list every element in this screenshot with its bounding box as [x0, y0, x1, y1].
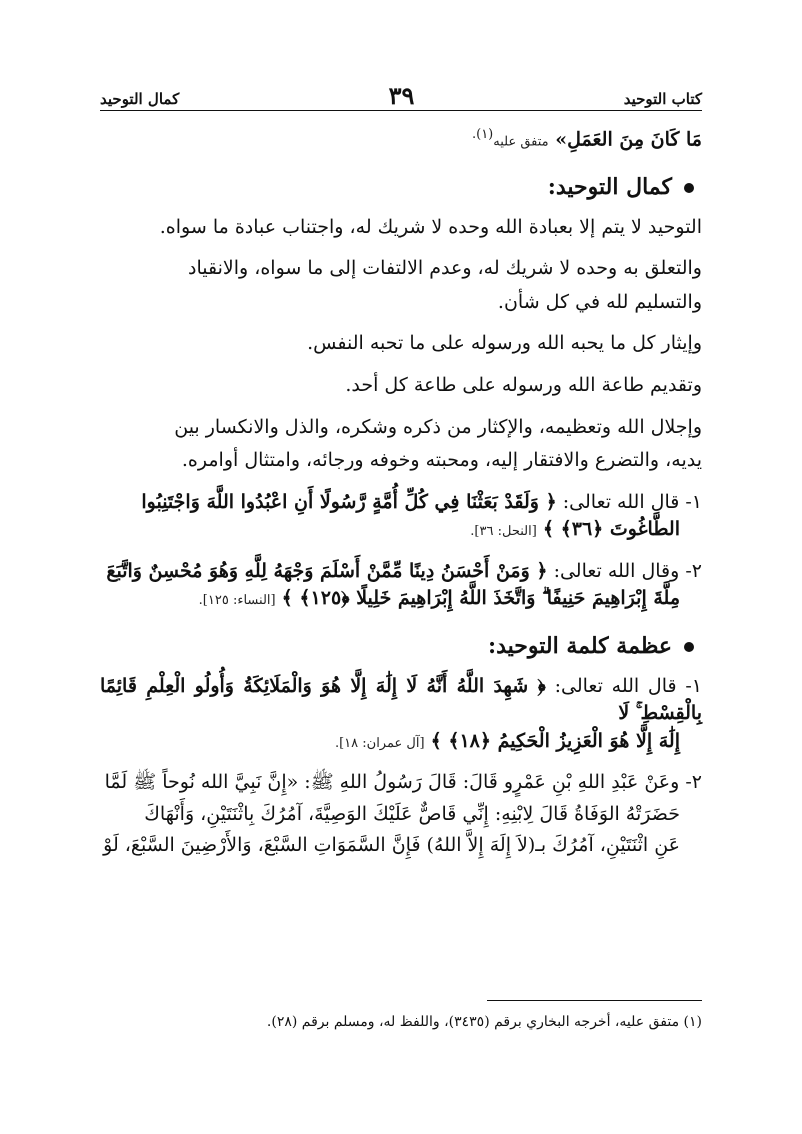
quran-verse: إِلَٰهَ إِلَّا هُوَ الْعَزِيزُ الْحَكِيمُ ﴿١٨﴾ ﴾	[430, 729, 680, 752]
quran-verse: ﴿ وَلَقَدْ بَعَثْنَا فِي كُلِّ أُمَّةٍ رَّسُولًا أَنِ اعْبُدُوا اللَّهَ وَاجْتَنِبُوا	[141, 490, 557, 513]
hadith-line: عَنِ اثْنَتَيْنِ، آمُرُكَ بـ(لاَ إِلَهَ إِلاَّ اللهُ) فَإِنَّ السَّمَوَاتِ السَّبْعَ، وَالأَرْضِينَ السَّبْعَ، لَوْ	[103, 834, 680, 857]
quran-verse: مِلَّةَ إِبْرَاهِيمَ حَنِيفًا ۗ وَاتَّخَذَ اللَّهُ إِبْرَاهِيمَ خَلِيلًا ﴿١٢٥﴾ ﴾	[281, 587, 680, 610]
bullet-icon	[684, 642, 694, 652]
page-body	[100, 120, 702, 860]
footnote-divider	[487, 1000, 702, 1001]
paragraph: وإجلال الله وتعظيمه، والإكثار من ذكره وشكره، والذل والانكسار بين	[174, 415, 702, 438]
page-header	[100, 78, 702, 111]
hadith-line: ٢- وعَنْ عَبْدِ اللهِ بْنِ عَمْرٍو قَالَ: قَالَ رَسُولُ اللهِ ﷺ: «إِنَّ نَبِيَّ الله نُوحاً ﷺ لَمَّا	[104, 771, 702, 794]
footnote: (١) متفق عليه، أخرجه البخاري برقم (٣٤٣٥)، واللفظ له، ومسلم برقم (٢٨).	[266, 1014, 702, 1030]
page-number: ٣٩	[388, 81, 415, 110]
verse-reference: [النحل: ٣٦].	[470, 524, 537, 540]
quran-verse: الطَّاغُوتَ ﴿٣٦﴾ ﴾	[542, 518, 680, 541]
section-heading-text: عظمة كلمة التوحيد:	[487, 632, 672, 659]
section-heading-perfection	[100, 172, 694, 204]
list-item	[100, 489, 702, 544]
verse-reference: [آل عمران: ١٨].	[334, 735, 425, 751]
paragraph: وتقديم طاعة الله ورسوله على طاعة كل أحد.	[345, 373, 702, 396]
intro-line	[100, 126, 702, 154]
intro-quote: مَا كَانَ مِنَ العَمَلِ»	[555, 128, 702, 151]
hadith-line: حَضَرَتْهُ الوَفَاةُ قَالَ لِابْنِهِ: إِنِّي قَاصٌّ عَلَيْكَ الوَصِيَّةَ، آمُرُكَ بِاثْنَتَيْنِ، وَأَنْهَاكَ	[144, 802, 680, 825]
section-heading-greatness	[100, 631, 694, 663]
book-title: كتاب التوحيد	[623, 90, 702, 108]
chapter-title: كمال التوحيد	[100, 90, 180, 108]
item-prefix: ٢- وقال الله تعالى:	[553, 559, 702, 582]
bullet-icon	[684, 183, 694, 193]
quran-verse: ﴿ شَهِدَ اللَّهُ أَنَّهُ لَا إِلَٰهَ إِلَّا هُوَ وَالْمَلَائِكَةُ وَأُولُو الْعِلْمِ قَائِمًا بِالْقِسْطِ ۚ لَا	[100, 674, 702, 725]
paragraph: والتعلق به وحده لا شريك له، وعدم الالتفات إلى ما سواه، والانقياد	[187, 257, 702, 280]
footnote-marker: (١).	[471, 127, 494, 142]
quran-verse: ﴿ وَمَنْ أَحْسَنُ دِينًا مِّمَّنْ أَسْلَمَ وَجْهَهُ لِلَّهِ وَهُوَ مُحْسِنٌ وَاتَّبَعَ	[106, 559, 548, 582]
intro-note: متفق عليه	[493, 134, 549, 150]
paragraph: التوحيد لا يتم إلا بعبادة الله وحده لا شريك له، واجتناب عبادة ما سواه.	[159, 215, 702, 238]
list-item	[100, 558, 702, 613]
list-item	[100, 769, 702, 860]
list-item	[100, 673, 702, 756]
paragraph: يديه، والتضرع والافتقار إليه، ومحبته وخوفه ورجائه، وامتثال أوامره.	[181, 449, 702, 472]
paragraph: والتسليم لله في كل شأن.	[497, 290, 702, 313]
item-prefix: ١- قال الله تعالى:	[554, 674, 702, 697]
verse-reference: [النساء: ١٢٥].	[198, 593, 276, 609]
section-heading-text: كمال التوحيد:	[547, 173, 672, 200]
item-prefix: ١- قال الله تعالى:	[562, 490, 702, 513]
paragraph: وإيثار كل ما يحبه الله ورسوله على ما تحبه النفس.	[307, 332, 702, 355]
